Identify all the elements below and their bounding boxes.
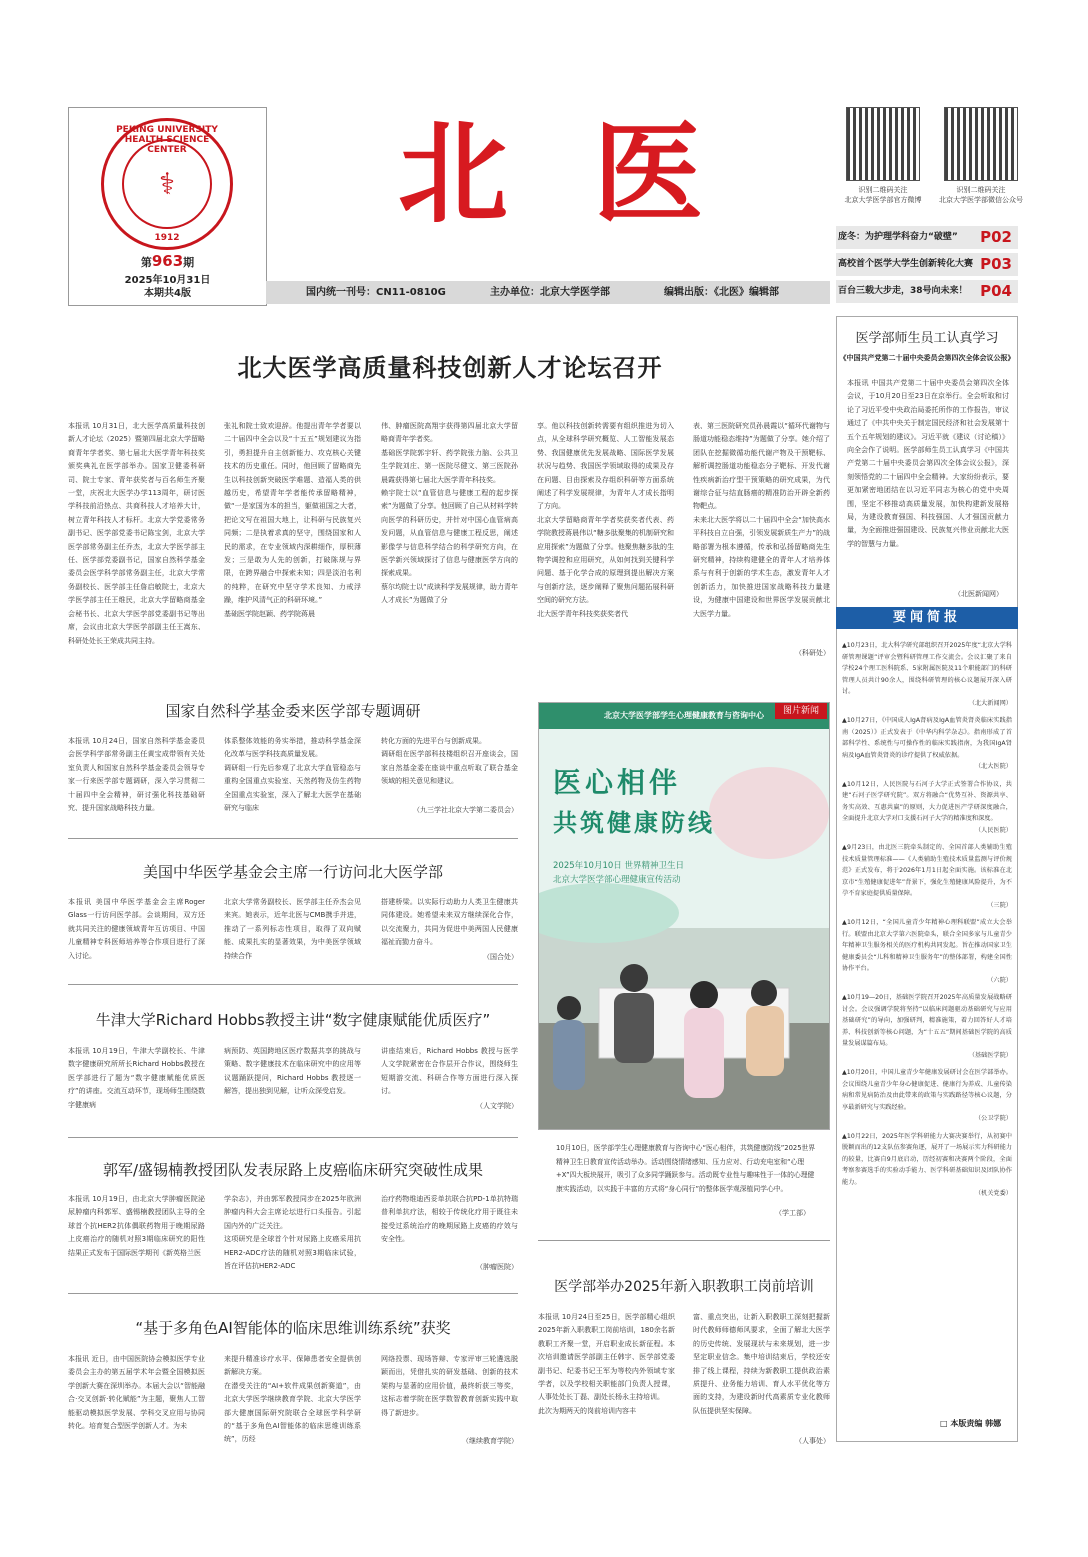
guo-headline: 郭军/盛锡楠教授团队发表尿路上皮癌临床研究突破性成果 bbox=[102, 1161, 484, 1179]
qr-code-icon bbox=[846, 107, 920, 181]
cn-number: 国内统一刊号：CN11-0810G bbox=[306, 287, 446, 298]
photo-source: （学工部） bbox=[775, 1209, 810, 1217]
photo-news-tag: 图片新闻 bbox=[775, 703, 827, 719]
list-item: ▲9月23日，由北医三院牵头制定的、全国首部人类辅助生殖技术质量管理标准——《人类辅助生殖技术质量监测与评价规范》正式发布，将于2026年1月1日起全面实施。该标准在北京市“生殖健康促进年”背景下，强化生殖健康风险提升，为不孕不育家庭提供质量保障。 （三院） bbox=[842, 844, 1012, 909]
cmb-col-3: 搭建桥梁。以实际行动助力人类卫生健康共同体建设。她希望未来双方继续深化合作，以交流聚力，共同为促进中美两国人民健康福祉而勠力奋斗。 bbox=[381, 898, 518, 947]
study-title: 医学部师生员工认真学习 bbox=[855, 331, 999, 346]
toc-item[interactable]: 高校首个医学大学生创新转化大赛 P03 bbox=[836, 253, 1018, 276]
study-subtitle: 《中国共产党第二十届中央委员会第四次全体会议公报》 bbox=[839, 354, 1015, 362]
list-item: ▲10月23日，北大科学研究部组织召开2025年度“北京大学科研管理课题”评审会暨科研管理工作交流会。会议汇聚了来自学校24个理工医科院系、5家附属医院及11个职能部门的科研管理人员共计90余人，围绕科研管理的核心议题展开深入研讨。 （北大新闻网） bbox=[842, 642, 1012, 707]
nsfc-headline: 国家自然科学基金委来医学部专题调研 bbox=[165, 702, 421, 720]
divider bbox=[68, 1137, 518, 1138]
study-source: （北医新闻网） bbox=[954, 590, 1003, 598]
divider bbox=[68, 984, 518, 985]
oxford-col-2: 病预防、英国跨地区医疗数据共享的挑战与策略、数字健康技术在临床研究中的应用等议题踊跃提问，Richard Hobbs 教授逐一解答，提出独到见解，让听众深受启发。 bbox=[224, 1047, 361, 1096]
divider bbox=[68, 838, 518, 839]
lead-source: （科研处） bbox=[795, 649, 830, 657]
divider bbox=[68, 1293, 518, 1294]
ai-col-1: 本报讯 近日，由中国医院协会模拟医学专业委员会主办的第五届学术年会暨全国模拟医学创新大赛在深圳举办。本届大会以“智能融合·交叉创新·转化赋能”为主题，聚焦人工智能驱动模拟医学发展、学科交叉应用与协同转化。培育复合型医学创新人才。为未 bbox=[68, 1355, 205, 1431]
masthead-seal-box bbox=[68, 107, 267, 306]
news-digest-list bbox=[842, 640, 1012, 1206]
university-seal-logo bbox=[101, 118, 233, 250]
info-bar bbox=[266, 281, 830, 304]
divider bbox=[538, 1240, 830, 1241]
qr-wechat[interactable]: 识别二维码关注 北京大学医学部微信公众号 bbox=[930, 107, 1032, 205]
guo-col-1: 本报讯 10月19日，由北京大学肿瘤医院泌尿肿瘤内科郭军、盛锡楠教授团队主导的全球首个抗HER2抗体偶联药物用于晚期尿路上皮癌治疗的随机对照3期临床研究的阳性结果正式发布于国际医学期刊《新英格兰医 bbox=[68, 1195, 205, 1257]
photo-sub-2: 北京大学医学部心理健康宣传活动 bbox=[553, 875, 681, 885]
cmb-col-2: 北京大学常务副校长、医学部主任乔杰会见来宾。她表示，近年北医与CMB携手并进，推动了一系列标志性项目，取得了双向赋能、成果扎实的显著效果，为中美医学领域持续合作 bbox=[224, 898, 361, 960]
photo-caption: 10月10日，医学部学生心理健康教育与咨询中心“医心相伴，共筑健康防线”2025世界精神卫生日教育宣传活动举办。活动围绕情绪感知、压力应对、行动充电室和“心理+X”四大板块展开，吸引了众多同学踊跃参与。活动既专业性与趣味性于一体的心理健康实践活动，以实践于丰富的方式将“身心同行”的整体医学观深植同学心中。 bbox=[556, 1144, 816, 1193]
onboard-headline: 医学部举办2025年新入职教职工岗前培训 bbox=[554, 1279, 814, 1295]
news-digest-header: 要闻简报 bbox=[836, 607, 1018, 629]
issue-date: 2025年10月31日 本期共4版 bbox=[124, 275, 211, 299]
newspaper-title: 北医 bbox=[398, 109, 788, 238]
photo-slogan-2: 共筑健康防线 bbox=[553, 809, 715, 837]
oxford-source: （人文学院） bbox=[476, 1102, 518, 1110]
onboard-source: （人事处） bbox=[795, 1437, 830, 1445]
ai-source: （继续教育学院） bbox=[462, 1437, 518, 1445]
seal-year: 1912 bbox=[154, 233, 180, 243]
ai-col-3: 网络投票、现场答辩、专家评审三轮遴选脱颖而出，凭借扎实的研发基础、创新的技术架构与显著的应用价值，最终斩获三等奖，这标志着学院在医学数智教育创新实践中取得了新进步。 bbox=[381, 1355, 518, 1417]
photo-banner: 北京大学医学部学生心理健康教育与咨询中心 bbox=[604, 711, 764, 720]
news-photo bbox=[538, 702, 830, 1130]
qr-code-icon bbox=[944, 107, 1018, 181]
onboard-col-2: 富、重点突出，让新入职教职工深刻把握新时代教师师德师风要求，全面了解北大医学的历史传统、发展现状与未来规划，进一步坚定职业信念。集中培训结束后，学校还安排了线上课程，持续为新教职工提供政治素质提升、业务能力培训、育人水平优化等方面的支持，为建设新时代高素质专业化教师队伍提供坚实保障。 bbox=[693, 1313, 830, 1415]
list-item: ▲10月22日，2025年医学科研能力大赛决赛举行，从初赛中脱颖而出的12支队伍参赛角逐，展开了一场展示实力科研能力的较量，比赛自9月底启动，历经初赛和决赛两个阶段，全面考察参赛选手的实验动手能力、医学科研基础知识及团队协作能力。 （机关党委） bbox=[842, 1132, 1012, 1197]
oxford-headline: 牛津大学Richard Hobbs教授主讲“数字健康赋能优质医疗” bbox=[95, 1011, 491, 1029]
medical-emblem-icon: ⚕ bbox=[122, 139, 212, 229]
oxford-col-1: 本报讯 10月19日，牛津大学副校长、牛津数字健康研究所所长Richard Hobbs教授在医学部进行了题为“数字健康赋能优质医疗”的讲座。交流互动环节，现场师生围绕数字健康病 bbox=[68, 1047, 205, 1109]
cmb-source: （国合处） bbox=[483, 953, 518, 961]
lead-headline: 北大医学高质量科技创新人才论坛召开 bbox=[237, 354, 663, 382]
guo-source: （肿瘤医院） bbox=[476, 1263, 518, 1271]
ai-headline: “基于多角色AI智能体的临床思维训练系统”获奖 bbox=[135, 1319, 451, 1337]
lead-col-1: 本报讯 10月31日，北大医学高质量科技创新人才论坛（2025）暨第四届北京大学留略商青年学者奖、第七届北大医学青年科技奖颁奖典礼在医学部举办。国家卫健委科研司、院士专家、青年获奖者与百名师生齐聚一堂，庆祝北大医学办学113周年，研讨医学科技前沿热点、共商科技人才培养大计，树立青年科技人才标杆。北京大学党委常务副书记、医学部党委书记陈宝剑，北京大学医学部常务副主任乔杰，北京大学医学部主任、医学部党委副书记，国家自然科学基金委员会医学科学部常务副主任，北京大学常务副校长、医学部主任詹启敏院士，北京大学医学部主任王维民，北京大学留略商基金会秘书长、北京大学医学部党委副书记等出席，会议由北京大学医学部副主任王嵩东、科研处处长王荣成共同主持。 bbox=[68, 422, 205, 645]
ai-col-2: 来提升精准诊疗水平、保障患者安全提供创新解决方案。 在潜受关注的“AI+软件成果创新赛道”，由北京大学医学继续教育学院、北京大学医学部大健康国际研究院联合全球医学科学研的“基于多角色AI智能体的临床思维训练系统”，历经 bbox=[224, 1355, 361, 1444]
sponsor: 主办单位：北京大学医学部 bbox=[490, 287, 610, 298]
study-body: 本报讯 中国共产党第二十届中央委员会第四次全体会议，于10月20日至23日在京举行。全会听取和讨论了习近平受中央政治局委托所作的工作报告，审议通过了《中共中央关于制定国民经济和社会发展第十五个五年规划的建议》。习近平就《建议（讨论稿）》向全会作了说明。医学部师生员工认真学习《中国共产党第二十届中央委员会第四次全体会议公报》，深刻领悟党的二十届四中全会精神。大家纷纷表示，要更加紧密地团结在以习近平同志为核心的党中央周围，坚定不移推动高质量发展，加快构建新发展格局，为建设教育强国、科技强国、人才强国贡献力量，为全面推进强国建设、民族复兴伟业贡献北大医学的智慧与力量。 bbox=[847, 379, 1009, 548]
seal-ring-text: PEKING UNIVERSITY HEALTH SCIENCE CENTER bbox=[116, 125, 218, 155]
list-item: ▲10月20日，中国儿童青少年健康发展研讨会在医学部举办。会议围绕儿童青少年身心健康促进、健康行为养成、儿童传染病和常见病防治及由此带来的政策与实践路径等核心议题，分享最新研究与实践经验。 （公卫学院） bbox=[842, 1069, 1012, 1122]
cmb-headline: 美国中华医学基金会主席一行访问北大医学部 bbox=[142, 863, 443, 881]
nsfc-source: （九三学社北京大学第二委员会） bbox=[413, 806, 518, 814]
cmb-col-1: 本报讯 美国中华医学基金会主席Roger Glass一行访问医学部。会谈期间，双方还就共同关注的健康领域青年互访项目、中国儿童精神专科医师培养等合作项目进行了深入讨论。 bbox=[68, 898, 205, 960]
nsfc-col-3: 转化方面的先进平台与创新成果。 调研组在医学部科技楼组织召开座谈会，国家自然基金委在座谈中重点听取了联合基金领域的相关意见和建议。 bbox=[381, 737, 518, 786]
lead-col-2: 张礼和院士致欢迎辞。他提出青年学者要以二十届四中全会以及“十五五”规划建议为指引，勇担提升自主创新能力、攻克核心关键技术的历史重任。同时，他回顾了留略商先生以科技创新突破医学难题、造福人类的供越历史，希望青年学者能传承留略精神，做“一是家国为本的担当，躯做祖国之大者，把论文写在祖国大地上，让科研与民族复兴同频；二是执着求真的坚守，围绕国家和人民的需求，在专业领域内深耕细作，厚积薄发；三是敢为人先的创新，打破陈规与界限，在跨界融合中探索未知；四是淡泊名利的纯粹，在研究中坚守学术良知、力戒浮躁，维护风清气正的科研环境。” 基础医学院赵颖、药学院蒋晨 bbox=[224, 422, 361, 618]
issue-number: 第963期 bbox=[140, 252, 195, 270]
lead-col-4: 享。他以科技创新转需要有组织推进为切入点，从全球科学研究概览、人工智能发展态势、我国健康优先发展战略、国际医学发展状况与趋势、我国医学领域取得的成果及存在问题、目由探索及存组织科研等方面系统阐述了科学发展规律，为青年人才成长指明了方向。 北京大学留略商青年学者奖获奖者代表、药学院教授蒋晨伟以“糖多肽聚集的机制研究和应用探索”为题做了分享。他聚焦糖多肽的生物学调控和应用研究，从如何找到关键科学问题、基于化学合成的原理到提出解决方案与创新疗法，逐步阐释了聚焦问题拓展科研空间的研究方法。 北大医学青年科技奖获奖者代 bbox=[537, 422, 674, 618]
list-item: ▲10月12日，人民医院与石河子大学正式签署合作协议，共建“石河子医学研究院”。双方将融合“优势互补、资源共享、务实高效、互惠共赢”的原则，大力促进医产学研深度融合，全面提升北京大学对口支援石河子大学的精准度和深度。 （人民医院） bbox=[842, 780, 1012, 834]
editor: 编辑出版：《北医》编辑部 bbox=[664, 287, 779, 298]
photo-sub-1: 2025年10月10日 世界精神卫生日 bbox=[553, 861, 684, 871]
onboard-col-1: 本报讯 10月24日至25日，医学部精心组织2025年新入职教职工岗前培训，180余名新教职工齐聚一堂，开启职业成长新征程。本次培训邀请医学部副主任韩宇、医学部党委副书记、纪委书记王军为等校内外领域专家学者，以及学校相关职能部门负责人授课，人事处处长丁磊、副处长杨永主持培训。 此次为期两天的岗前培训内容丰 bbox=[538, 1313, 675, 1415]
list-item: ▲10月12日，“全国儿童青少年精神心理科联盟”成立大会举行。联盟由北京大学第六医院牵头，联合全国多家与儿童青少年精神卫生服务相关的医疗机构共同发起。旨在推动国家卫生健康委员会“儿科和精神卫生服务年”的整体部署，构建全国性协作平台。 （六院） bbox=[842, 919, 1012, 984]
guo-col-3: 治疗药物维迪西妥单抗联合抗PD-1单抗特瑞普利单抗疗法，相较于传统化疗用于既往未接受过系统治疗的晚期尿路上皮癌的疗效与安全性。 bbox=[381, 1195, 518, 1244]
toc-item[interactable]: 百台三载大步走，38号向未来！ P04 bbox=[836, 280, 1018, 303]
guo-col-2: 学杂志》，并由郭军教授同步在2025年欧洲肿瘤内科大会主席论坛进行口头报告。引起国内外的广泛关注。 这项研究是全球首个针对尿路上皮癌采用抗HER2-ADC疗法的随机对照3期临床试验，旨在评估抗HER2-ADC bbox=[224, 1195, 361, 1271]
lead-col-3: 伟、肿瘤医院高翔宇获得第四届北京大学留略商青年学者奖。 基础医学院郭宇轩、药学院张力脑、公共卫生学院刘庄、第一医院尽健文、第三医院孙晨霞获得第七届北大医学青年科技奖。 赖宇院士以“血管信息与健康工程的起步探索”为题做了分享。他回顾了自己从材料学转向医学的科研历史，并针对中国心血管病高发问题，从血管信息与健康工程反思，阐述影像学与信息科学结合的科学研究方向，在医学新兴领域探讨了信息与健康医学方向的探索成果。 蔡尔均院士以“成读科学发展规律，助力青年人才成长”为题做了分 bbox=[381, 422, 518, 605]
page-editor: □ 本版责编 韩娜 bbox=[940, 1419, 1002, 1428]
lead-col-5: 表、第三医院研究员孙晨霞以“循环代谢物与肠道功能稳态维持”为题做了分享。她介绍了团队在挖掘微循功能代谢产物及干预靶标、解析调控肠道功能稳态分子靶标、开发代谢性疾病新治疗型干预策略的研究成果，为代谢综合征与结直肠癌的精准防治开辟全新药物靶点。 未来北大医学将以二十届四中全会“加快高水平科技自立自强，引领发展新质生产力”的战略部署为根本遵循，传承和弘扬留略商先生研究精神，持续构建健全的青年人才培养体系与有利于创新的学术生态，激发青年人才创新活力，加快推进国家战略科技力量建设，为健康中国建设和世界医学发展贡献北大医学力量。 bbox=[693, 422, 830, 618]
qr-weibo[interactable]: 识别二维码关注 北京大学医学部官方微博 bbox=[838, 107, 928, 205]
list-item: ▲10月27日，《中国成人IgA肾病及IgA血管炎肾炎临床实践指南（2025）》正式发表于《中华内科学杂志》。指南形成了首部科学性、系统性与可操作性的临床实践指南，为我国IgA肾病及IgA血管炎肾炎的诊疗提供了权威依据。 （北大医院） bbox=[842, 717, 1012, 770]
oxford-col-3: 讲座结束后，Richard Hobbs 教授与医学人文学院紧密在合作层开合作议，围绕师生短期游交流、科研合作等方面进行深入探讨。 bbox=[381, 1047, 518, 1096]
nsfc-col-1: 本报讯 10月24日，国家自然科学基金委员会医学科学部常务副主任黄宝成带领有关处室负责人和国家自然科学基金委员会领导专家一行来医学部专题调研，深入学习贯彻二十届四中全会精神，研讨强化科技基础研究、提升国家战略科技力量。 bbox=[68, 737, 205, 813]
photo-slogan-1: 医心相伴 bbox=[553, 766, 682, 799]
nsfc-col-2: 体系整体效能的务实举措，推动科学基金深化改革与医学科技高质量发展。 调研组一行先后参观了北京大学血管稳态与重构全国重点实验室、天然药物及仿生药物全国重点实验室，深入了解北大医学在基础研究与临床 bbox=[224, 737, 361, 813]
toc-item[interactable]: 庞冬：为护理学科奋力“破壁” P02 bbox=[836, 226, 1018, 249]
list-item: ▲10月19—20日，基础医学院召开2025年高质量发展战略研讨会。会议强调学院将坚持“以临床问题驱动基础研究与应用基础研究”的导向，加强研判，精准施策，着力回答好人才培养、科技创新等核心问题，为“十五五”期间基础医学院的高质量发展谋篇布局。 （基础医学院） bbox=[842, 994, 1012, 1059]
